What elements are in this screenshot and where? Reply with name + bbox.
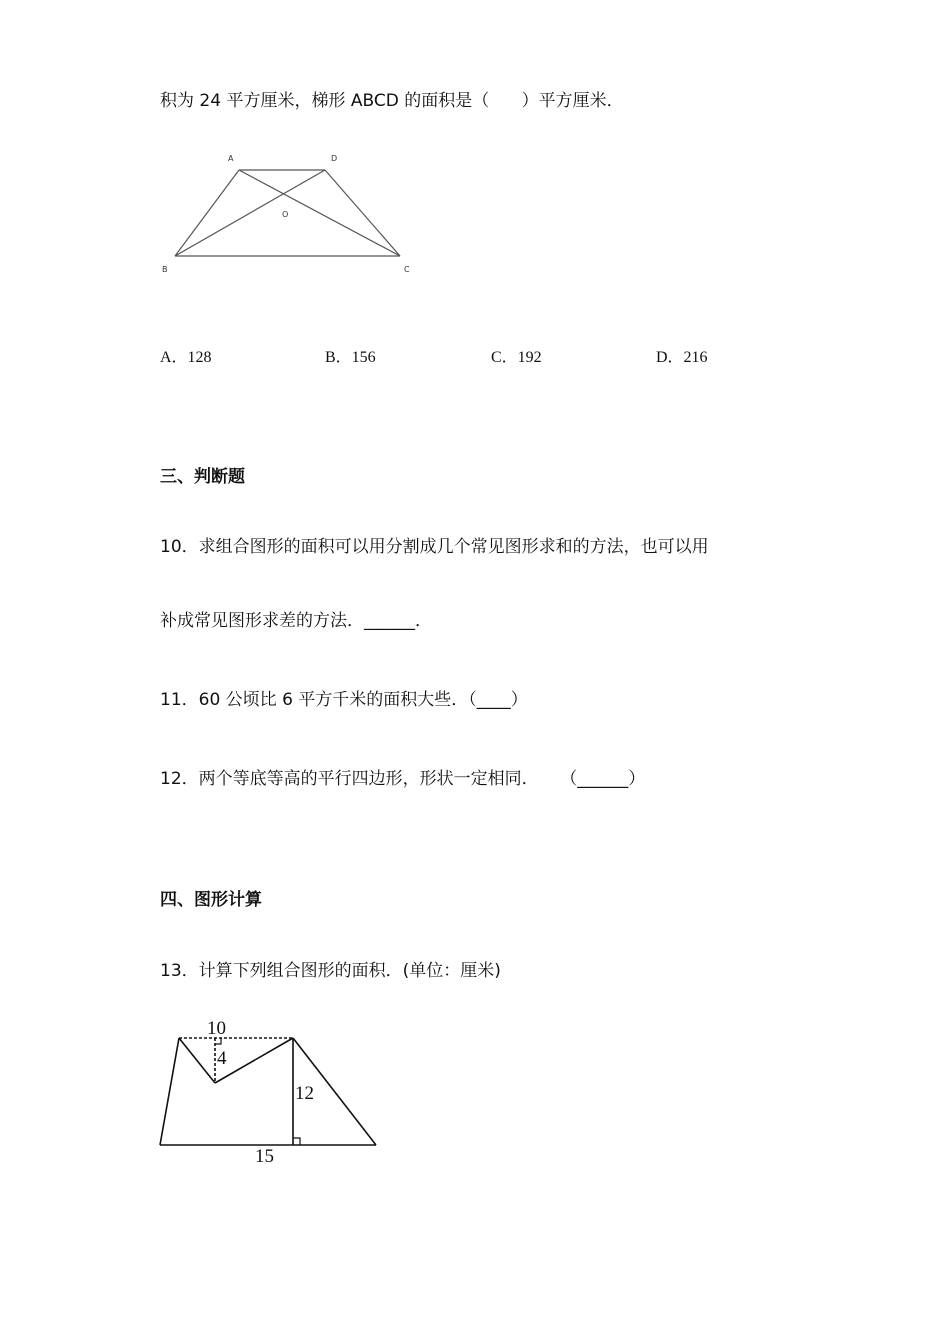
label-base-15: 15 xyxy=(255,1146,274,1167)
composite-figure xyxy=(150,1010,390,1170)
label-top-10: 10 xyxy=(207,1018,226,1039)
section-3-title: 三、判断题 xyxy=(160,467,245,487)
label-d: D xyxy=(331,154,338,163)
section-4-title: 四、图形计算 xyxy=(160,890,262,910)
right-angle-marker-bottom xyxy=(293,1138,300,1145)
trapezoid-left-edge xyxy=(175,170,239,256)
diagonal-ac xyxy=(239,170,400,256)
trapezoid-right-edge xyxy=(325,170,400,256)
label-height-12: 12 xyxy=(295,1083,314,1104)
label-a: A xyxy=(228,154,234,163)
q13-text: 13．计算下列组合图形的面积．(单位：厘米) xyxy=(160,961,501,981)
label-b: B xyxy=(162,265,168,274)
option-c: C．192 xyxy=(491,349,542,366)
q10-line1: 10．求组合图形的面积可以用分割成几个常见图形求和的方法，也可以用 xyxy=(160,537,709,557)
figure-v-left xyxy=(179,1038,215,1083)
label-c: C xyxy=(404,265,410,274)
option-d: D．216 xyxy=(656,349,708,366)
q12-text: 12．两个等底等高的平行四边形，形状一定相同． （______） xyxy=(160,769,646,789)
q10-line2: 补成常见图形求差的方法．______． xyxy=(160,611,432,631)
q11-text: 11．60 公顷比 6 平方千米的面积大些．（____） xyxy=(160,690,528,710)
trapezoid-figure xyxy=(160,150,420,280)
label-depth-4: 4 xyxy=(217,1048,227,1069)
figure-left-edge xyxy=(160,1038,179,1145)
diagonal-db xyxy=(175,170,325,256)
label-o: O xyxy=(282,210,289,219)
option-b: B．156 xyxy=(325,349,376,366)
q9-text: 积为 24 平方厘米，梯形 ABCD 的面积是（ ）平方厘米． xyxy=(160,91,624,111)
figure-v-right xyxy=(215,1038,293,1083)
option-a: A．128 xyxy=(160,349,212,366)
